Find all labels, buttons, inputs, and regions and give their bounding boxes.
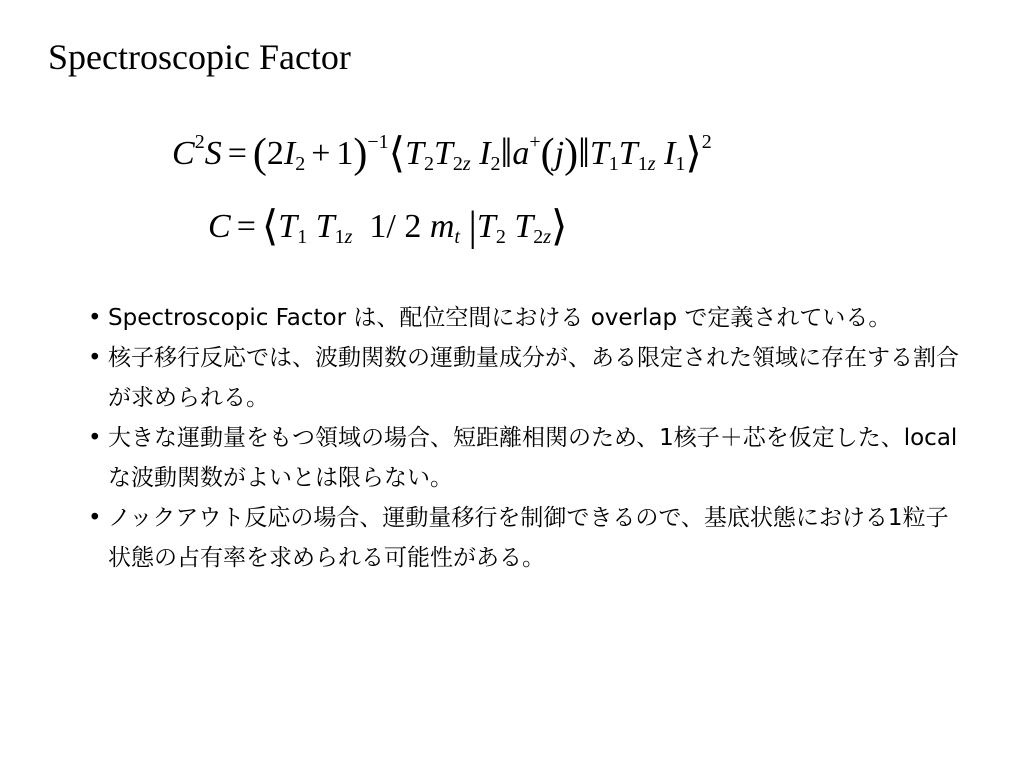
bullet-item: • ノックアウト反応の場合、運動量移行を制御できるので、基底状態における1粒子状態の占有率を求められる可能性がある。 <box>88 498 968 578</box>
bullet-item: • Spectroscopic Factor は、配位空間における overlap で定義されている。 <box>88 298 968 338</box>
equation-clebsch-gordan: $C = ⟨T_1$ $T_{1z}$ 1/ 2 $m_t$ $|T_2$ $T_{2z}⟩$ <box>208 204 568 250</box>
bullet-item: • 大きな運動量をもつ領域の場合、短距離相関のため、1核子＋芯を仮定した、local な波動関数がよいとは限らない。 <box>88 418 968 498</box>
bullet-item: • 核子移行反応では、波動関数の運動量成分が、ある限定された領域に存在する割合が求められる。 <box>88 338 968 418</box>
slide-title: Spectroscopic Factor <box>48 37 351 77</box>
equation-spectroscopic-factor: $C^2S = (2I_2$ + $1)^{-1}⟨T_2T_{2z}$ $I_2‖a^+(j)‖T_1T_{1z}$ $I_1⟩^2$ <box>172 131 712 177</box>
bullet-list <box>88 298 968 578</box>
